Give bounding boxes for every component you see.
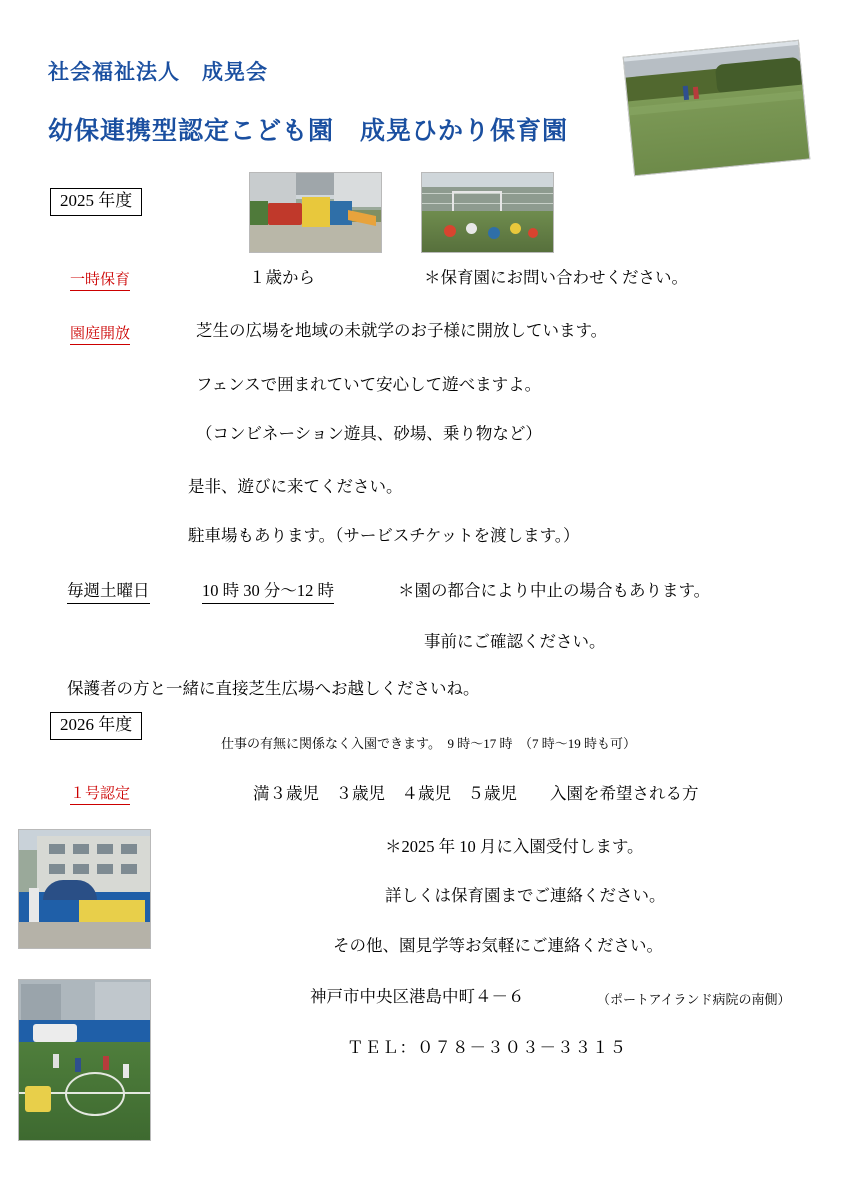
yard-line-2: フェンスで囲まれていて安心して遊べますよ。 xyxy=(196,375,542,394)
tag-temporary-care: 一時保育 xyxy=(70,268,130,291)
temporary-care-contact: ＊保育園にお問い合わせください。 xyxy=(424,268,688,287)
yard-line-3: （コンビネーション遊具、砂場、乗り物など） xyxy=(196,424,542,443)
type1-detail-note: 詳しくは保育園までご連絡ください。 xyxy=(385,886,666,905)
schedule-day: 毎週土曜日 xyxy=(67,581,150,604)
lawn-park-photo-wrapper xyxy=(628,48,803,168)
guardian-note: 保護者の方と一緒に直接芝生広場へお越しくださいね。 xyxy=(67,679,480,698)
schedule-note: ＊園の都合により中止の場合もあります。 xyxy=(398,581,711,600)
address-note: （ポートアイランド病院の南側） xyxy=(597,992,791,1007)
year-2026-note: 仕事の有無に関係なく入園できます。 9 時〜17 時 （7 時〜19 時も可） xyxy=(221,736,636,751)
tag-yard-open: 園庭開放 xyxy=(70,322,130,345)
year-2026-label: 2026 年度 xyxy=(50,712,142,740)
schedule-note-2: 事前にご確認ください。 xyxy=(424,632,606,651)
organization-line: 社会福祉法人 成晃会 xyxy=(48,60,268,84)
ball-field-photo xyxy=(421,172,554,253)
playground-equipment-photo xyxy=(249,172,382,253)
yard-line-1: 芝生の広場を地域の未就学のお子様に開放しています。 xyxy=(196,321,608,340)
yard-line-5: 駐車場もあります。（サービスチケットを渡します。） xyxy=(188,526,580,545)
type1-apply-note: ＊2025 年 10 月に入園受付します。 xyxy=(385,837,644,856)
temporary-care-age: １歳から xyxy=(249,268,315,287)
address-text: 神戸市中央区港島中町４－６ xyxy=(310,987,525,1006)
yard-line-4: 是非、遊びに来てください。 xyxy=(188,477,403,496)
schedule-time: 10 時 30 分〜12 時 xyxy=(202,581,334,604)
type1-other-note: その他、園見学等お気軽にご連絡ください。 xyxy=(333,936,663,955)
tag-type1-certification: １号認定 xyxy=(70,782,130,805)
type1-ages: 満３歳児 ３歳児 ４歳児 ５歳児 入園を希望される方 xyxy=(253,784,699,803)
green-field-children-photo xyxy=(18,979,151,1141)
school-building-photo xyxy=(18,829,151,949)
page-title: 幼保連携型認定こども園 成晃ひかり保育園 xyxy=(48,118,569,145)
lawn-park-photo xyxy=(623,40,811,176)
telephone-number: ＴＥＬ：０７８－３０３－３３１５ xyxy=(347,1038,627,1057)
year-2025-label: 2025 年度 xyxy=(50,188,142,216)
